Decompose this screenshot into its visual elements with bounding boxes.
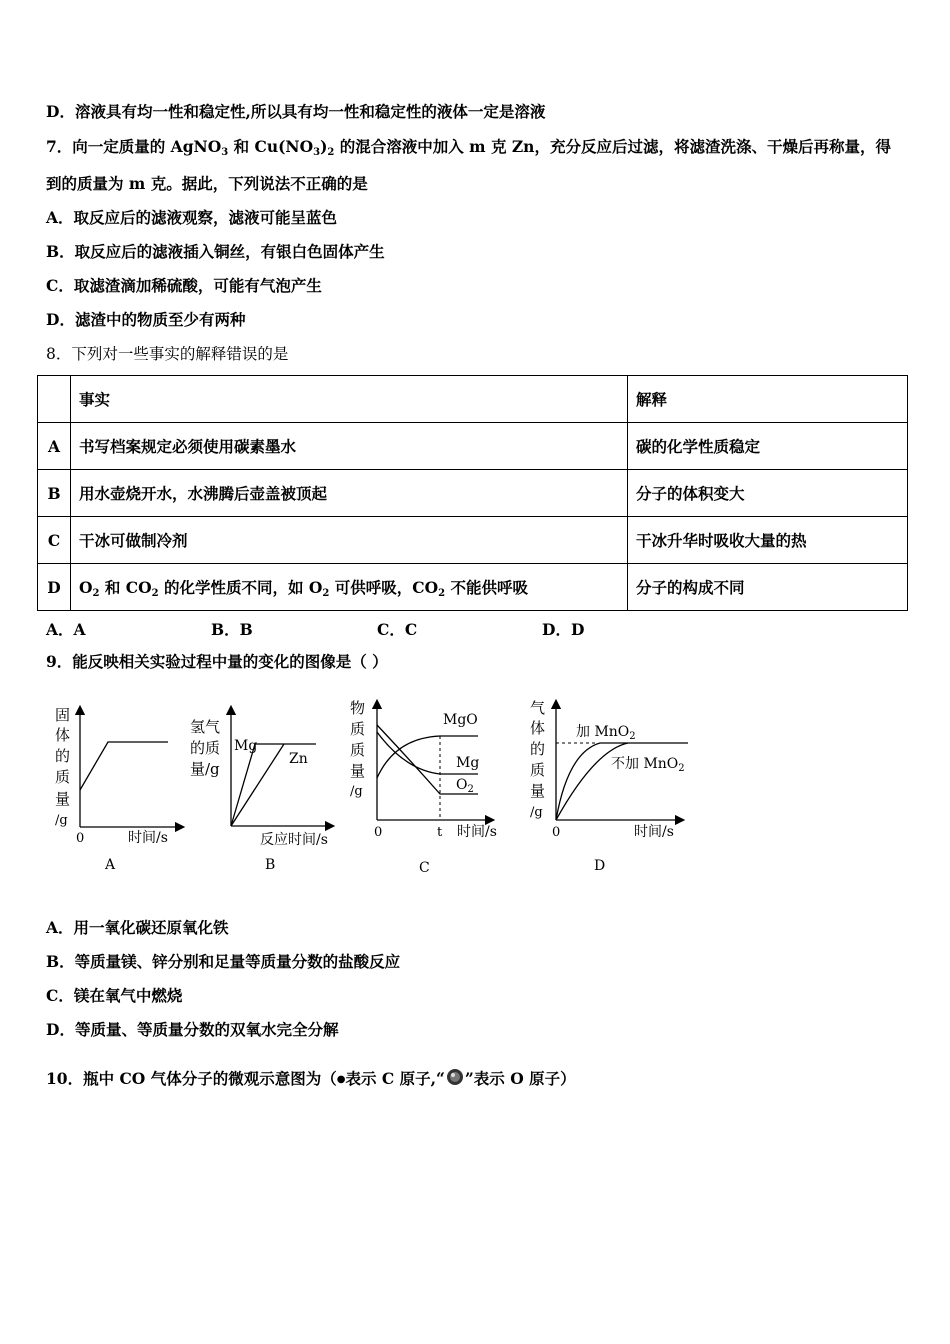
table-row: [38, 470, 908, 517]
graph-c-o2-label: $O_2$: [456, 777, 474, 795]
graph-c-origin: 0: [374, 825, 383, 840]
graph-a-ylabel-2: 的: [55, 747, 71, 765]
row-key: A: [38, 423, 71, 470]
graph-a-curve: [80, 742, 168, 790]
graph-a-xlabel: 时间/s: [128, 830, 168, 846]
table-cell: [38, 376, 71, 423]
graph-b: [190, 710, 330, 873]
q9-stem: 9．能反映相关实验过程中量的变化的图像是（ ）: [46, 652, 388, 671]
graph-b-mg-label: Mg: [234, 738, 258, 754]
row-explain: 碳的化学性质稳定: [628, 423, 908, 470]
q8-table: [37, 375, 908, 611]
graph-b-xlabel: 反应时间/s: [260, 832, 328, 848]
q7-option-d: D．滤渣中的物质至少有两种: [46, 310, 246, 329]
q7-option-b: B．取反应后的滤液插入铜丝，有银白色固体产生: [46, 242, 385, 261]
graph-d-ylabel-2: 的: [530, 740, 546, 758]
graph-b-ylabel-2: 的质: [190, 739, 221, 757]
row-fact: 用水壶烧开水，水沸腾后壶盖被顶起: [71, 470, 628, 517]
table-header-fact: 事实: [71, 376, 628, 423]
row-fact: 干冰可做制冷剂: [71, 517, 628, 564]
graph-b-ylabel-1: 氢气: [190, 718, 221, 736]
graph-c-caption: C: [419, 860, 430, 876]
graph-a-caption: A: [105, 857, 116, 873]
row-fact: 书写档案规定必须使用碳素墨水: [71, 423, 628, 470]
graph-c-ylabel-4: /g: [350, 784, 363, 799]
row-key: B: [38, 470, 71, 517]
graph-d-xlabel: 时间/s: [634, 824, 674, 840]
row-explain: 分子的构成不同: [628, 564, 908, 611]
q7-option-c: C．取滤渣滴加稀硫酸，可能有气泡产生: [46, 276, 322, 295]
graph-a-ylabel-4: 量: [55, 790, 71, 808]
row-key: D: [38, 564, 71, 611]
oxygen-atom-icon: [445, 1067, 465, 1087]
table-row: [38, 517, 908, 564]
row-explain: 分子的体积变大: [628, 470, 908, 517]
graph-b-zn-label: Zn: [289, 751, 308, 767]
q8-stem: 8．下列对一些事实的解释错误的是: [46, 345, 289, 363]
graph-b-ylabel-3: 量/g: [190, 760, 220, 778]
q6-option-d: D．溶液具有均一性和稳定性,所以具有均一性和稳定性的液体一定是溶液: [46, 102, 546, 121]
graph-d-ylabel-5: /g: [530, 805, 543, 820]
q9-option-a: A．用一氧化碳还原氧化铁: [46, 918, 229, 937]
graph-d-ylabel-3: 质: [530, 761, 546, 779]
q9-option-c: C．镁在氧气中燃烧: [46, 986, 183, 1005]
graph-a-origin: 0: [76, 831, 85, 846]
graph-d-ylabel-0: 气: [530, 699, 546, 717]
graph-c-t-label: t: [437, 825, 443, 840]
graph-b-caption: B: [265, 857, 276, 873]
graph-d-origin: 0: [552, 825, 561, 840]
q8-answer-c: C．C: [377, 620, 418, 639]
graph-d: [530, 699, 688, 874]
graph-d-with-mno2-label: 加 MnO$_2$: [576, 724, 636, 742]
graph-a-ylabel-5: /g: [55, 813, 68, 828]
graph-c-ylabel-2: 质: [350, 741, 366, 759]
q9-option-d: D．等质量、等质量分数的双氧水完全分解: [46, 1020, 339, 1039]
q8-answer-a: A．A: [46, 620, 86, 639]
graph-d-caption: D: [594, 858, 606, 874]
graph-c-mg-label: Mg: [456, 755, 480, 771]
graph-d-ylabel-4: 量: [530, 782, 546, 800]
graph-c-ylabel-1: 质: [350, 720, 366, 738]
q10-stem: 10．瓶中 CO 气体分子的微观示意图为（●表示 C 原子,“ ”表示 O 原子）: [46, 1069, 576, 1088]
table-header-explain: 解释: [628, 376, 908, 423]
graph-b-zn-line: [231, 744, 284, 826]
graph-a: [55, 706, 180, 873]
graph-a-ylabel-1: 体: [55, 726, 71, 744]
graph-d-with-mno2-curve: [556, 743, 688, 820]
graph-c-mgo-label: MgO: [443, 712, 478, 728]
q9-graphs: [0, 690, 950, 890]
table-row: [38, 423, 908, 470]
q8-answer-b: B．B: [211, 620, 253, 639]
graph-d-without-mno2-label: 不加 MnO$_2$: [611, 756, 685, 774]
graph-c-ylabel-3: 量: [350, 762, 366, 780]
graph-d-ylabel-1: 体: [530, 719, 546, 737]
q7-stem-line2: 到的质量为 m 克。据此，下列说法不正确的是: [46, 174, 368, 193]
row-fact: $O_2$ 和 $CO_2$ 的化学性质不同，如 $O_2$ 可供呼吸，$CO_2$ 不能供呼吸: [71, 564, 628, 611]
q9-option-b: B．等质量镁、锌分别和足量等质量分数的盐酸反应: [46, 952, 401, 971]
graph-c-xlabel: 时间/s: [457, 824, 497, 840]
table-header-row: [38, 376, 908, 423]
row-explain: 干冰升华时吸收大量的热: [628, 517, 908, 564]
graph-a-ylabel-3: 质: [55, 768, 71, 786]
graph-c: [350, 699, 497, 876]
graph-c-ylabel-0: 物: [350, 699, 366, 717]
q7-option-a: A．取反应后的滤液观察，滤液可能呈蓝色: [46, 208, 338, 227]
q7-stem: 7．向一定质量的 AgNO$_3$ 和 $Cu(NO_3)_2$ 的混合溶液中加入 m 克 Zn，充分反应后过滤，将滤渣洗涤、干燥后再称量，得: [46, 137, 891, 158]
row-key: C: [38, 517, 71, 564]
carbon-atom-icon: ●: [336, 1074, 346, 1085]
graph-a-ylabel-0: 固: [55, 706, 71, 724]
q8-answer-d: D．D: [542, 620, 585, 639]
table-row: [38, 564, 908, 611]
